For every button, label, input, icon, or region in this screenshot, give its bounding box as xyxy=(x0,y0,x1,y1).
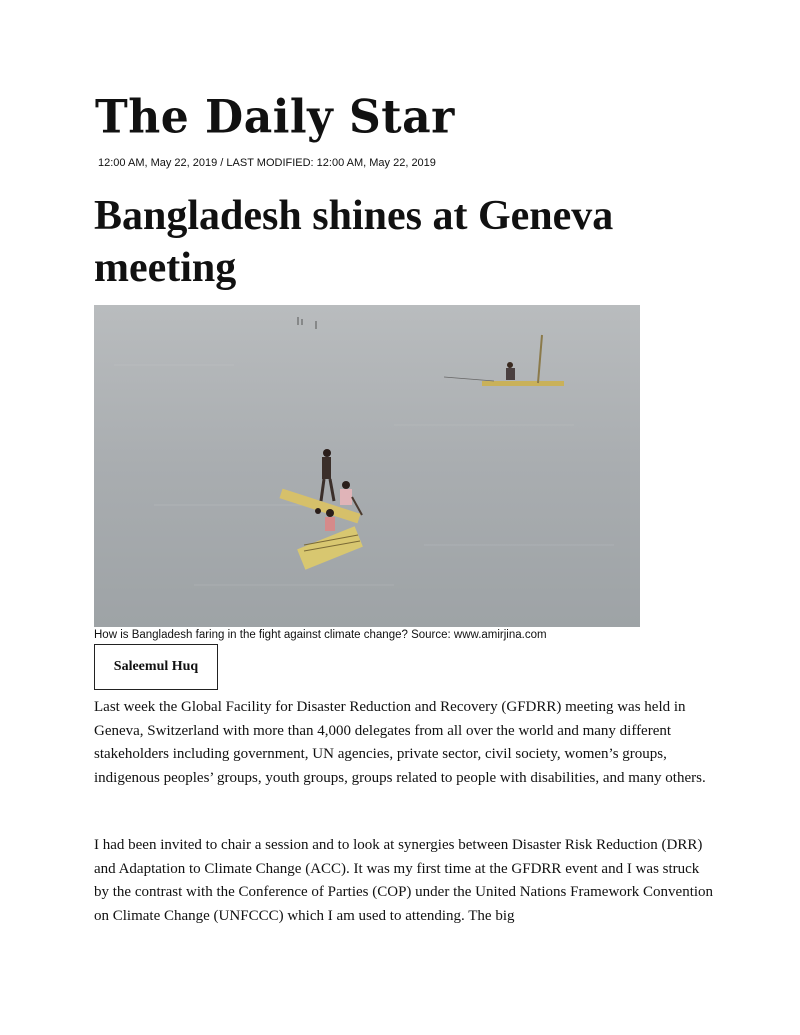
article-photo xyxy=(94,305,640,627)
timestamp: 12:00 AM, May 22, 2019 / LAST MODIFIED: 12:00 AM, May 22, 2019 xyxy=(98,157,436,169)
author-byline[interactable] xyxy=(94,644,218,690)
masthead-logo: The Daily Star xyxy=(95,90,455,145)
page-title: Bangladesh shines at Geneva meeting xyxy=(94,193,614,291)
article-paragraph: I had been invited to chair a session and to look at synergies between Disaster Risk Reduction (DRR) and Adaptation to Climate Change (ACC). It was my first time at the GFDRR event and I was struck by the contrast with the Conference of Parties (COP) under the United Nations Framework Convention on Climate Change (UNFCCC) which I am used to attending. The big xyxy=(94,837,714,924)
article-paragraph: Last week the Global Facility for Disaster Reduction and Recovery (GFDRR) meeting was held in Geneva, Switzerland with more than 4,000 delegates from all over the world and many different stakeholders including government, UN agencies, private sector, civil society, women’s groups, indigenous peoples’ groups, youth groups, groups related to people with disabilities, and many others. xyxy=(94,699,706,786)
photo-caption: How is Bangladesh faring in the fight against climate change? Source: www.amirjina.com xyxy=(94,629,547,641)
author-name: Saleemul Huq xyxy=(113,659,199,674)
